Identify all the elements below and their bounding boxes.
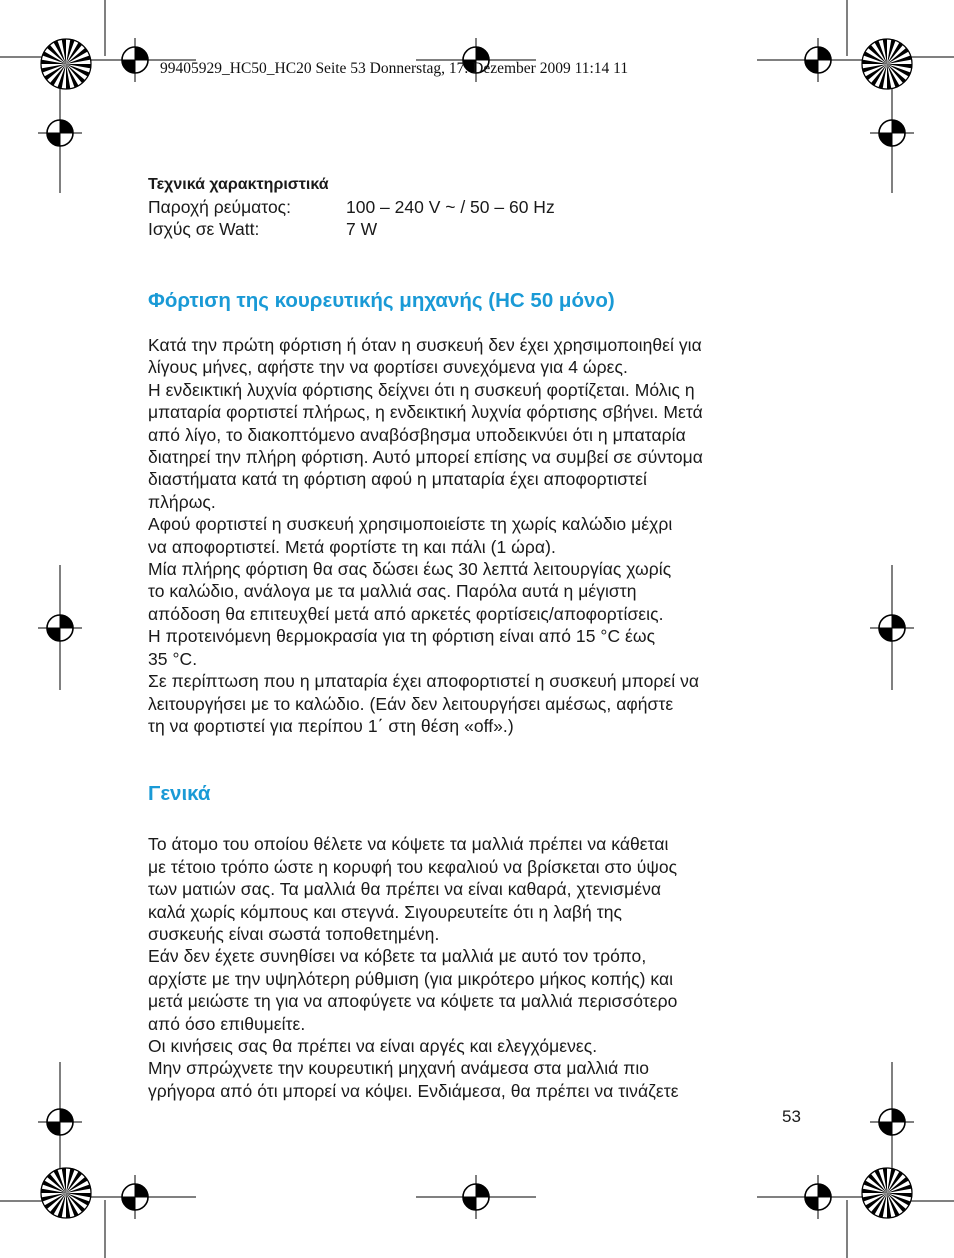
text-line: Η προτεινόμενη θερμοκρασία για τη φόρτιση είναι από 15 °C έως	[148, 626, 656, 647]
text-line: τη να φορτιστεί για περίπου 1΄ στη θέση «off».)	[148, 715, 514, 736]
text-line: Εάν δεν έχετε συνηθίσει να κόβετε τα μαλλιά με αυτό τον τρόπο,	[148, 946, 647, 967]
specs-title: Τεχνικά χαρακτηριστικά	[148, 176, 329, 193]
general-body	[148, 833, 808, 1102]
text-line: με τέτοιο τρόπο ώστε η κορυφή του κεφαλιού να βρίσκεται στο ύψος	[148, 856, 678, 877]
print-slug: 99405929_HC50_HC20 Seite 53 Donnerstag, 17. Dezember 2009 11:14 11	[160, 60, 629, 77]
text-line: να αποφορτιστεί. Μετά φορτίστε τη και πάλι (1 ώρα).	[148, 536, 556, 557]
text-line: γρήγορα από ότι μπορεί να κόψει. Ενδιάμεσα, θα πρέπει να τινάζετε	[148, 1080, 679, 1101]
text-line: Κατά την πρώτη φόρτιση ή όταν η συσκευή δεν έχει χρησιμοποιηθεί για	[148, 335, 702, 355]
text-line: Η ενδεικτική λυχνία φόρτισης δείχνει ότι η συσκευή φορτίζεται. Μόλις η	[148, 379, 695, 400]
text-line: το καλώδιο, ανάλογα με τα μαλλιά σας. Παρόλα αυτά η μέγιστη	[148, 581, 637, 602]
text-line: διαστήματα κατά τη φόρτιση αφού η μπαταρία έχει αποφορτιστεί	[148, 469, 647, 490]
page-content	[148, 174, 808, 1102]
text-line: από λίγο, το διακοπτόμενο αναβόσβησμα υποδεικνύει ότι η μπαταρία	[148, 424, 686, 445]
page-number: 53	[782, 1107, 801, 1126]
text-line: καλά χωρίς κόμπους και στεγνά. Σιγουρευτείτε ότι η λαβή της	[148, 901, 622, 922]
spec-value: 100 – 240 V ~ / 50 – 60 Hz	[346, 197, 555, 217]
charging-body	[148, 334, 808, 737]
charging-heading: Φόρτιση της κουρευτικής μηχανής (HC 50 μόνο)	[148, 289, 615, 312]
text-line: μετά μειώστε τη για να αποφύγετε να κόψετε τα μαλλιά περισσότερο	[148, 991, 678, 1012]
text-line: μπαταρία φορτιστεί πλήρως, η ενδεικτική λυχνία φόρτισης σβήνει. Μετά	[148, 402, 703, 423]
text-line: αρχίστε με την υψηλότερη ρύθμιση (για μικρότερο μήκος κοπής) και	[148, 968, 674, 989]
text-line: Σε περίπτωση που η μπαταρία έχει αποφορτιστεί η συσκευή μπορεί να	[148, 671, 700, 692]
text-line: λειτουργήσει με το καλώδιο. (Εάν δεν λειτουργήσει αμέσως, αφήστε	[148, 693, 674, 714]
spec-value: 7 W	[346, 219, 378, 239]
text-line: 35 °C.	[148, 648, 198, 669]
text-line: Το άτομο του οποίου θέλετε να κόψετε τα μαλλιά πρέπει να κάθεται	[148, 834, 669, 855]
text-line: των ματιών σας. Τα μαλλιά θα πρέπει να είναι καθαρά, χτενισμένα	[148, 879, 662, 900]
text-line: διατηρεί την πλήρη φόρτιση. Αυτό μπορεί επίσης να συμβεί σε σύντομα	[148, 447, 703, 468]
spec-row-wattage	[148, 218, 808, 240]
text-line: λίγους μήνες, αφήστε την να φορτίσει συνεχόμενα για 4 ώρες.	[148, 357, 628, 378]
text-line: πλήρως.	[148, 491, 216, 512]
text-line: Αφού φορτιστεί η συσκευή χρησιμοποιείστε τη χωρίς καλώδιο μέχρι	[148, 514, 673, 535]
text-line: Οι κινήσεις σας θα πρέπει να είναι αργές και ελεγχόμενες.	[148, 1035, 598, 1056]
text-line: Μία πλήρης φόρτιση θα σας δώσει έως 30 λεπτά λειτουργίας χωρίς	[148, 559, 672, 580]
general-heading: Γενικά	[148, 782, 211, 806]
text-line: συσκευής είναι σωστά τοποθετημένη.	[148, 923, 440, 944]
spec-row-power-supply	[148, 196, 808, 218]
spec-label: Παροχή ρεύματος:	[148, 197, 291, 217]
text-line: από όσο επιθυμείτε.	[148, 1013, 306, 1034]
text-line: απόδοση θα επιτευχθεί μετά από αρκετές φορτίσεις/αποφορτίσεις.	[148, 603, 664, 624]
spec-label: Ισχύς σε Watt:	[148, 219, 260, 239]
text-line: Μην σπρώχνετε την κουρευτική μηχανή ανάμεσα στα μαλλιά πιο	[148, 1058, 650, 1079]
